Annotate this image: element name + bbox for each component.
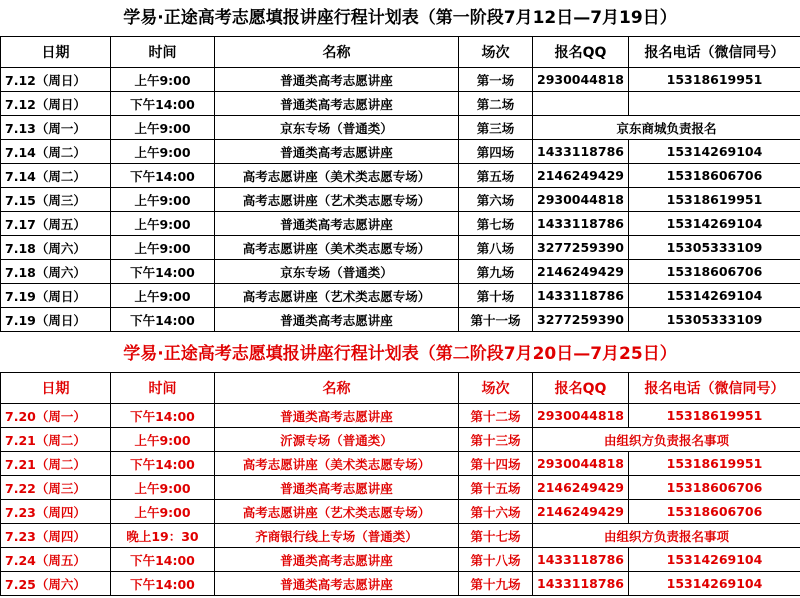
cell-phone: 15314269104 (629, 548, 800, 572)
cell-phone: 15305333109 (629, 236, 800, 260)
cell-qq: 2930044818 (533, 404, 629, 428)
cell-session: 第九场 (459, 260, 533, 284)
header-date: 日期 (1, 373, 111, 404)
cell-name: 普通类高考志愿讲座 (215, 140, 459, 164)
cell-name: 普通类高考志愿讲座 (215, 212, 459, 236)
cell-session: 第十九场 (459, 572, 533, 596)
table-row (1, 500, 800, 524)
cell-qq: 1433118786 (533, 140, 629, 164)
cell-session: 第六场 (459, 188, 533, 212)
cell-date: 7.24（周五） (1, 548, 111, 572)
cell-time: 上午9:00 (111, 188, 215, 212)
cell-session: 第三场 (459, 116, 533, 140)
header-phone: 报名电话（微信同号） (629, 37, 800, 68)
cell-qq: 2930044818 (533, 452, 629, 476)
table-row (1, 476, 800, 500)
cell-name: 普通类高考志愿讲座 (215, 476, 459, 500)
cell-qq: 2146249429 (533, 260, 629, 284)
table-row (1, 284, 800, 308)
cell-name: 普通类高考志愿讲座 (215, 68, 459, 92)
cell-name: 高考志愿讲座（美术类志愿专场） (215, 236, 459, 260)
cell-time: 下午14:00 (111, 572, 215, 596)
cell-session: 第十场 (459, 284, 533, 308)
table-row (1, 260, 800, 284)
table-row (1, 164, 800, 188)
header-qq: 报名QQ (533, 37, 629, 68)
cell-time: 上午9:00 (111, 500, 215, 524)
stage1-body (1, 68, 800, 332)
header-phone: 报名电话（微信同号） (629, 373, 800, 404)
cell-date: 7.19（周日） (1, 308, 111, 332)
stage2-table (0, 372, 800, 596)
stage1-title: 学易·正途高考志愿填报讲座行程计划表（第一阶段7月12日—7月19日） (123, 8, 677, 28)
cell-date: 7.18（周六） (1, 236, 111, 260)
cell-phone: 15318606706 (629, 500, 800, 524)
cell-registration-note: 京东商城负责报名 (533, 116, 800, 140)
cell-phone: 15314269104 (629, 572, 800, 596)
table-row (1, 452, 800, 476)
cell-date: 7.21（周二） (1, 452, 111, 476)
header-date: 日期 (1, 37, 111, 68)
table-row (1, 404, 800, 428)
cell-session: 第二场 (459, 92, 533, 116)
stage2-title: 学易·正途高考志愿填报讲座行程计划表（第二阶段7月20日—7月25日） (123, 344, 677, 364)
header-session: 场次 (459, 37, 533, 68)
table-row (1, 308, 800, 332)
cell-session: 第十八场 (459, 548, 533, 572)
cell-session: 第十三场 (459, 428, 533, 452)
cell-session: 第十七场 (459, 524, 533, 548)
cell-date: 7.22（周三） (1, 476, 111, 500)
cell-time: 上午9:00 (111, 236, 215, 260)
cell-time: 下午14:00 (111, 452, 215, 476)
cell-name: 普通类高考志愿讲座 (215, 404, 459, 428)
cell-date: 7.14（周二） (1, 164, 111, 188)
cell-time: 上午9:00 (111, 68, 215, 92)
table-row (1, 236, 800, 260)
cell-date: 7.14（周二） (1, 140, 111, 164)
header-name: 名称 (215, 37, 459, 68)
cell-time: 上午9:00 (111, 476, 215, 500)
cell-phone: 15314269104 (629, 140, 800, 164)
cell-session: 第五场 (459, 164, 533, 188)
stage2-body (1, 404, 800, 596)
cell-time: 上午9:00 (111, 428, 215, 452)
cell-date: 7.23（周四） (1, 500, 111, 524)
table-row (1, 212, 800, 236)
cell-name: 齐商银行线上专场（普通类） (215, 524, 459, 548)
table-row (1, 116, 800, 140)
cell-name: 普通类高考志愿讲座 (215, 548, 459, 572)
cell-name: 沂源专场（普通类） (215, 428, 459, 452)
cell-time: 上午9:00 (111, 212, 215, 236)
cell-qq: 3277259390 (533, 236, 629, 260)
table-row (1, 140, 800, 164)
header-name: 名称 (215, 373, 459, 404)
cell-name: 高考志愿讲座（艺术类志愿专场） (215, 284, 459, 308)
cell-session: 第十六场 (459, 500, 533, 524)
cell-name: 普通类高考志愿讲座 (215, 92, 459, 116)
cell-session: 第八场 (459, 236, 533, 260)
cell-time: 上午9:00 (111, 284, 215, 308)
cell-name: 普通类高考志愿讲座 (215, 308, 459, 332)
cell-phone: 15314269104 (629, 284, 800, 308)
cell-phone: 15318619951 (629, 452, 800, 476)
header-time: 时间 (111, 373, 215, 404)
cell-qq: 3277259390 (533, 308, 629, 332)
cell-session: 第十二场 (459, 404, 533, 428)
cell-qq: 1433118786 (533, 212, 629, 236)
cell-name: 普通类高考志愿讲座 (215, 572, 459, 596)
cell-phone: 15318606706 (629, 164, 800, 188)
stage1-table (0, 36, 800, 332)
cell-name: 京东专场（普通类） (215, 260, 459, 284)
table-row (1, 188, 800, 212)
cell-time: 下午14:00 (111, 260, 215, 284)
header-qq: 报名QQ (533, 373, 629, 404)
cell-date: 7.23（周四） (1, 524, 111, 548)
cell-qq (533, 92, 629, 116)
cell-phone (629, 92, 800, 116)
cell-time: 晚上19：30 (111, 524, 215, 548)
cell-time: 下午14:00 (111, 548, 215, 572)
cell-date: 7.21（周二） (1, 428, 111, 452)
cell-time: 下午14:00 (111, 404, 215, 428)
cell-registration-note: 由组织方负责报名事项 (533, 428, 800, 452)
table-row (1, 572, 800, 596)
cell-date: 7.15（周三） (1, 188, 111, 212)
cell-time: 上午9:00 (111, 116, 215, 140)
cell-qq: 2146249429 (533, 500, 629, 524)
header-session: 场次 (459, 373, 533, 404)
cell-time: 上午9:00 (111, 140, 215, 164)
cell-qq: 1433118786 (533, 572, 629, 596)
cell-qq: 2146249429 (533, 476, 629, 500)
cell-session: 第十五场 (459, 476, 533, 500)
cell-time: 下午14:00 (111, 308, 215, 332)
cell-date: 7.19（周日） (1, 284, 111, 308)
cell-session: 第一场 (459, 68, 533, 92)
cell-qq: 2146249429 (533, 164, 629, 188)
cell-name: 京东专场（普通类） (215, 116, 459, 140)
cell-session: 第七场 (459, 212, 533, 236)
cell-name: 高考志愿讲座（艺术类志愿专场） (215, 500, 459, 524)
cell-date: 7.12（周日） (1, 92, 111, 116)
cell-date: 7.17（周五） (1, 212, 111, 236)
cell-phone: 15318619951 (629, 68, 800, 92)
cell-name: 高考志愿讲座（艺术类志愿专场） (215, 188, 459, 212)
cell-name: 高考志愿讲座（美术类志愿专场） (215, 452, 459, 476)
table-row (1, 548, 800, 572)
cell-date: 7.20（周一） (1, 404, 111, 428)
cell-phone: 15314269104 (629, 212, 800, 236)
cell-date: 7.25（周六） (1, 572, 111, 596)
cell-registration-note: 由组织方负责报名事项 (533, 524, 800, 548)
cell-phone: 15318619951 (629, 188, 800, 212)
cell-qq: 1433118786 (533, 284, 629, 308)
header-time: 时间 (111, 37, 215, 68)
cell-time: 下午14:00 (111, 164, 215, 188)
cell-qq: 2930044818 (533, 68, 629, 92)
cell-phone: 15305333109 (629, 308, 800, 332)
cell-session: 第十四场 (459, 452, 533, 476)
table-row (1, 524, 800, 548)
cell-date: 7.13（周一） (1, 116, 111, 140)
table-row (1, 68, 800, 92)
stage2-header-row (1, 373, 800, 404)
cell-qq: 2930044818 (533, 188, 629, 212)
table-row (1, 428, 800, 452)
cell-session: 第四场 (459, 140, 533, 164)
cell-session: 第十一场 (459, 308, 533, 332)
cell-time: 下午14:00 (111, 92, 215, 116)
cell-date: 7.12（周日） (1, 68, 111, 92)
cell-phone: 15318606706 (629, 260, 800, 284)
stage1-header-row (1, 37, 800, 68)
cell-phone: 15318619951 (629, 404, 800, 428)
cell-phone: 15318606706 (629, 476, 800, 500)
cell-name: 高考志愿讲座（美术类志愿专场） (215, 164, 459, 188)
table-row (1, 92, 800, 116)
cell-qq: 1433118786 (533, 548, 629, 572)
cell-date: 7.18（周六） (1, 260, 111, 284)
